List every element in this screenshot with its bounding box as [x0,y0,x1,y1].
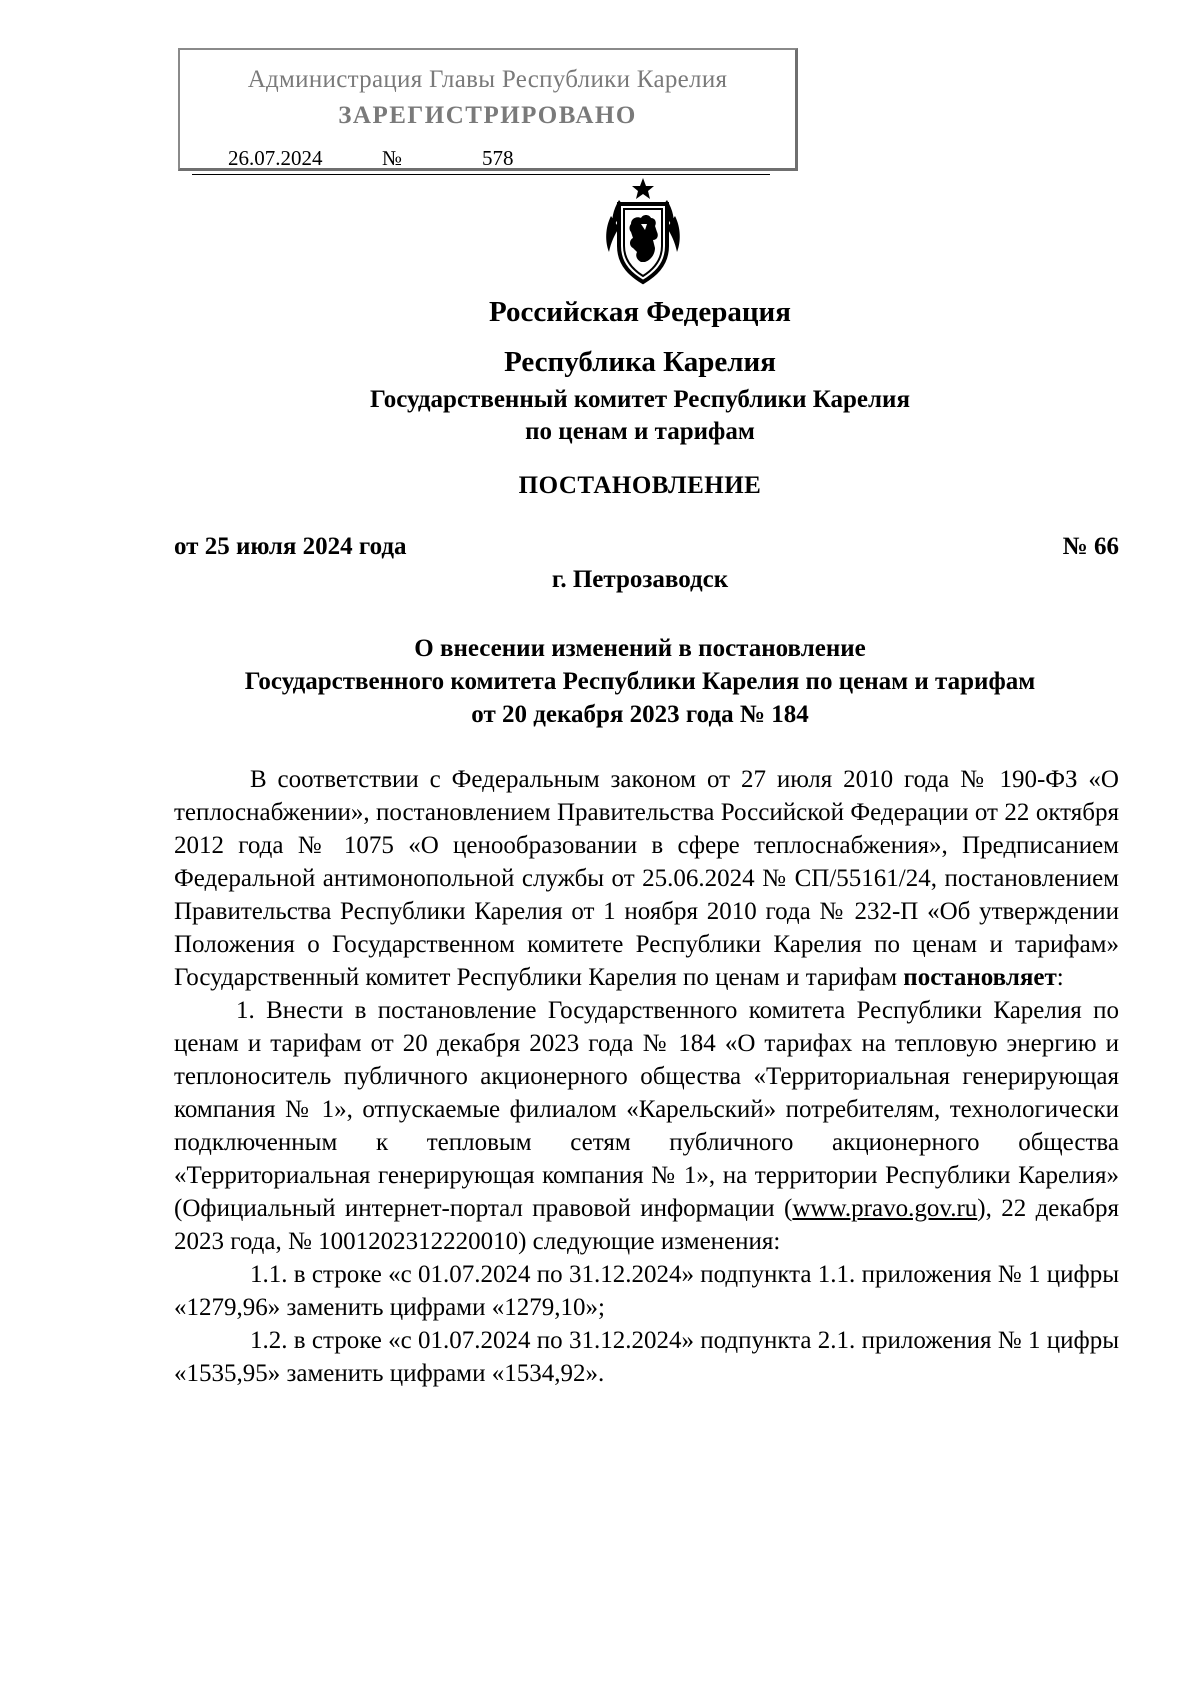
committee-heading-line2: по ценам и тарифам [525,418,755,445]
document-type: ПОСТАНОВЛЕНИЕ [518,472,762,499]
item-1-paragraph [174,994,1119,1258]
resolves-colon: : [1056,964,1064,991]
registration-stamp [178,48,798,171]
title-line2: Государственного комитета Республики Карелия по ценам и тарифам [244,668,1036,695]
preamble-text: В соответствии с Федеральным законом от 27 июля 2010 года № 190-ФЗ «О теплоснабжении», постановлением Правительства Российской Федерации от 22 октября 2012 года № 1075 «О ценообразовании в сфере теплоснабжения», Предписанием Федеральной антимонопольной службы от 25.06.2024 № СП/55161/24, постановлением Правительства Республики Карелия от 1 ноября 2010 года № 232-П «Об утверждении Положения о Государственном комитете Республики Карелия по ценам и тарифам» Государственный комитет Республики Карелия по ценам и тарифам [174,766,1119,991]
document-body [174,763,1119,1390]
title-line1: О внесении изменений в постановление [414,635,866,662]
republic-heading: Республика Карелия [504,346,776,378]
item-1-1-paragraph: 1.1. в строке «с 01.07.2024 по 31.12.2024» подпункта 1.1. приложения № 1 цифры «1279,96» заменить цифрами «1279,10»; [174,1261,1119,1321]
pravo-gov-link[interactable]: www.pravo.gov.ru [792,1195,978,1222]
preamble-paragraph [174,763,1119,994]
document-title [160,632,1120,731]
stamp-number-sign: № [382,146,403,170]
item-1-text-end: ), 22 декабря 2023 года, № 1001202312220010) следующие изменения: [174,1195,1119,1255]
document-city: г. Петрозаводск [551,566,729,593]
document-date: от 25 июля 2024 года [174,533,407,560]
karelia-coat-of-arms-icon [597,176,689,288]
stamp-number: 578 [482,146,514,170]
title-line3: от 20 декабря 2023 года № 184 [471,701,809,728]
resolves-word: постановляет [903,964,1057,991]
item-1-2-paragraph: 1.2. в строке «с 01.07.2024 по 31.12.2024» подпункта 2.1. приложения № 1 цифры «1535,95» заменить цифрами «1534,92». [174,1327,1119,1387]
document-number: № 66 [1062,533,1119,560]
stamp-registration-line [192,146,770,175]
country-heading: Российская Федерация [489,296,791,328]
stamp-date: 26.07.2024 [228,146,323,170]
item-1-text: 1. Внести в постановление Государственного комитета Республики Карелия по ценам и тарифам от 20 декабря 2023 года № 184 «О тарифах на тепловую энергию и теплоноситель публичного акционерного общества «Территориальная генерирующая компания № 1», отпускаемые филиалом «Карельский» потребителям, технологически подключенным к тепловым сетям публичного акционерного общества «Территориальная генерирующая компания № 1», на территории Республики Карелия» (Официальный интернет-портал правовой информации ( [174,997,1119,1222]
document-dateline [174,533,1119,561]
stamp-organization: Администрация Главы Республики Карелия [247,66,728,93]
stamp-status: ЗАРЕГИСТРИРОВАНО [338,102,637,129]
committee-heading-line1: Государственный комитет Республики Карелия [370,386,910,413]
